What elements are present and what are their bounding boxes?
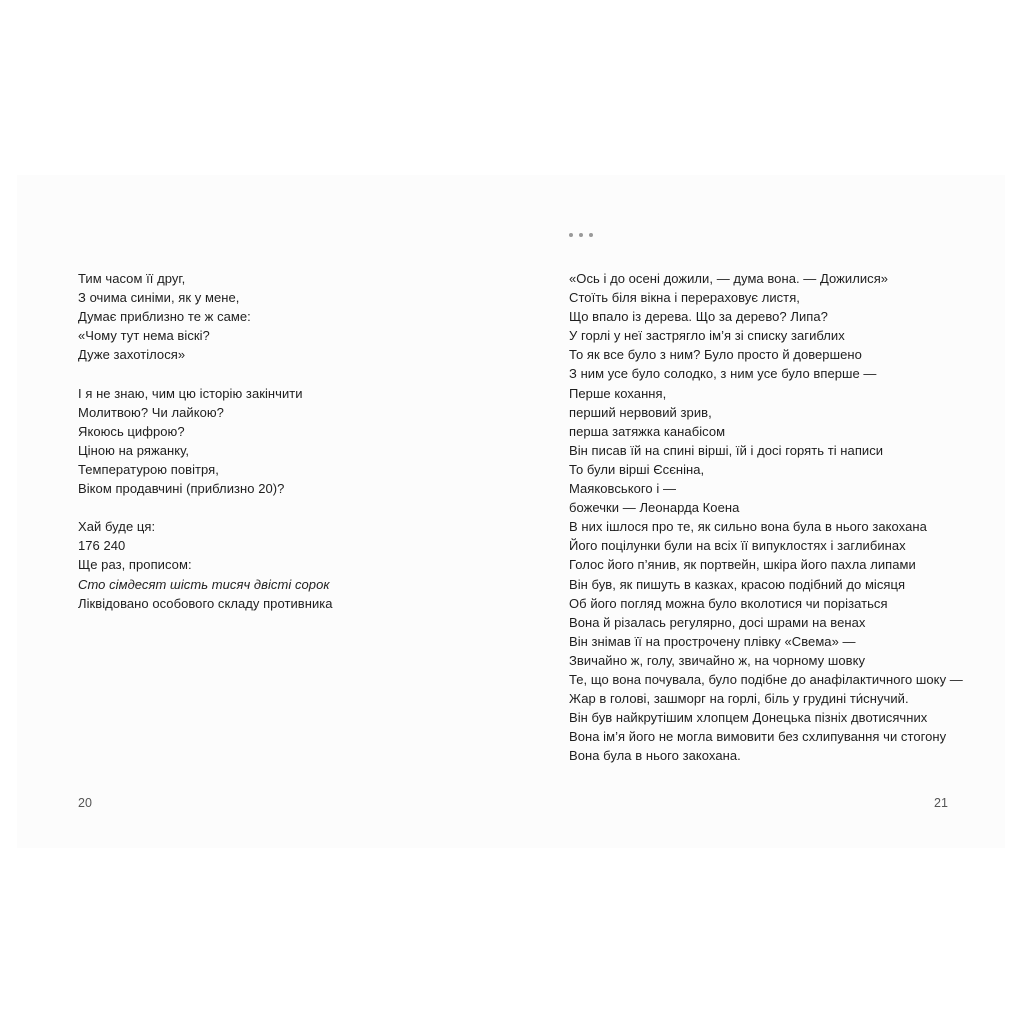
poem-line: перший нервовий зрив,: [569, 404, 712, 420]
poem-line: «Ось і до осені дожили, — дума вона. — Дожилися»: [569, 271, 889, 286]
dot-icon: [579, 233, 583, 237]
poem-line: З очима синіми, як у мене,: [78, 290, 240, 306]
poem-line: Віком продавчині (приблизно 20)?: [78, 481, 285, 497]
poem-line: Він був найкрутішим хлопцем Донецька пізніх двотисячних: [569, 710, 928, 726]
poem-line: Вона була в нього закохана.: [569, 748, 741, 764]
poem-line: Маяковського і —: [569, 481, 677, 497]
poem-line-italic: Сто сімдесят шість тисяч двісті сорок: [78, 576, 330, 592]
poem-line: Стоїть біля вікна і перераховує листя,: [569, 290, 800, 306]
poem-line: Вона ім’я його не могла вимовити без схлипування чи стогону: [569, 729, 947, 745]
section-break-dots-icon: [569, 233, 593, 237]
poem-line: Вона й різалась регулярно, досі шрами на венах: [569, 614, 866, 630]
poem-line: То як все було з ним? Було просто й довершено: [569, 347, 862, 363]
page-number-right: 21: [934, 796, 948, 810]
poem-line: Звичайно ж, голу, звичайно ж, на чорному шовку: [569, 652, 866, 668]
poem-line: Тим часом її друг,: [78, 271, 186, 286]
stanza-break: [78, 498, 333, 517]
poem-line: Молитвою? Чи лайкою?: [78, 404, 224, 420]
poem-line: Ціною на ряжанку,: [78, 442, 190, 458]
stanza: [78, 269, 333, 364]
poem-line: І я не знаю, чим цю історію закінчити: [78, 385, 303, 401]
stanza: [78, 384, 333, 499]
poem-line: Дуже захотілося»: [78, 347, 186, 363]
stanza-break: [78, 364, 333, 383]
stanza: [78, 517, 333, 612]
poem-line: Температурою повітря,: [78, 461, 219, 477]
left-page-poem: [78, 269, 333, 613]
poem-line: Голос його п’янив, як портвейн, шкіра його пахла липами: [569, 557, 916, 573]
poem-line: Об його погляд можна було вколотися чи порізаться: [569, 595, 888, 611]
poem-line: У горлі у неї застрягло ім’я зі списку загиблих: [569, 328, 845, 344]
poem-line: Думає приблизно те ж саме:: [78, 309, 251, 325]
poem-line: Його поцілунки були на всіх її випуклостях і заглибинах: [569, 538, 906, 554]
poem-line: Перше кохання,: [569, 385, 667, 401]
poem-line: З ним усе було солодко, з ним усе було вперше —: [569, 366, 877, 382]
dot-icon: [569, 233, 573, 237]
poem-line: Він був, як пишуть в казках, красою подібний до місяця: [569, 576, 906, 592]
poem-line: Хай буде ця:: [78, 519, 156, 535]
poem-line: 176 240: [78, 538, 126, 554]
poem-line: Він знімав її на прострочену плівку «Свема» —: [569, 633, 856, 649]
poem-line: Те, що вона почувала, було подібне до анафілактичного шоку —: [569, 671, 963, 687]
poem-line: перша затяжка канабісом: [569, 423, 726, 439]
right-page-poem: [569, 269, 963, 765]
poem-line: Ліквідовано особового складу противника: [78, 595, 333, 611]
poem-line: В них ішлося про те, як сильно вона була в нього закохана: [569, 519, 927, 535]
poem-line: Жар в голові, зашморг на горлі, біль у грудині ти́снучий.: [569, 691, 909, 707]
poem-line: Якоюсь цифрою?: [78, 423, 185, 439]
poem-line: Ще раз, прописом:: [78, 557, 192, 573]
poem-line: «Чому тут нема віскі?: [78, 328, 210, 344]
poem-line: Що впало із дерева. Що за дерево? Липа?: [569, 309, 828, 325]
poem-line: божечки — Леонарда Коена: [569, 500, 740, 516]
dot-icon: [589, 233, 593, 237]
poem-line: Він писав їй на спині вірші, їй і досі горять ті написи: [569, 442, 884, 458]
poem-line: То були вірші Єсєніна,: [569, 461, 705, 477]
page-number-left: 20: [78, 796, 92, 810]
